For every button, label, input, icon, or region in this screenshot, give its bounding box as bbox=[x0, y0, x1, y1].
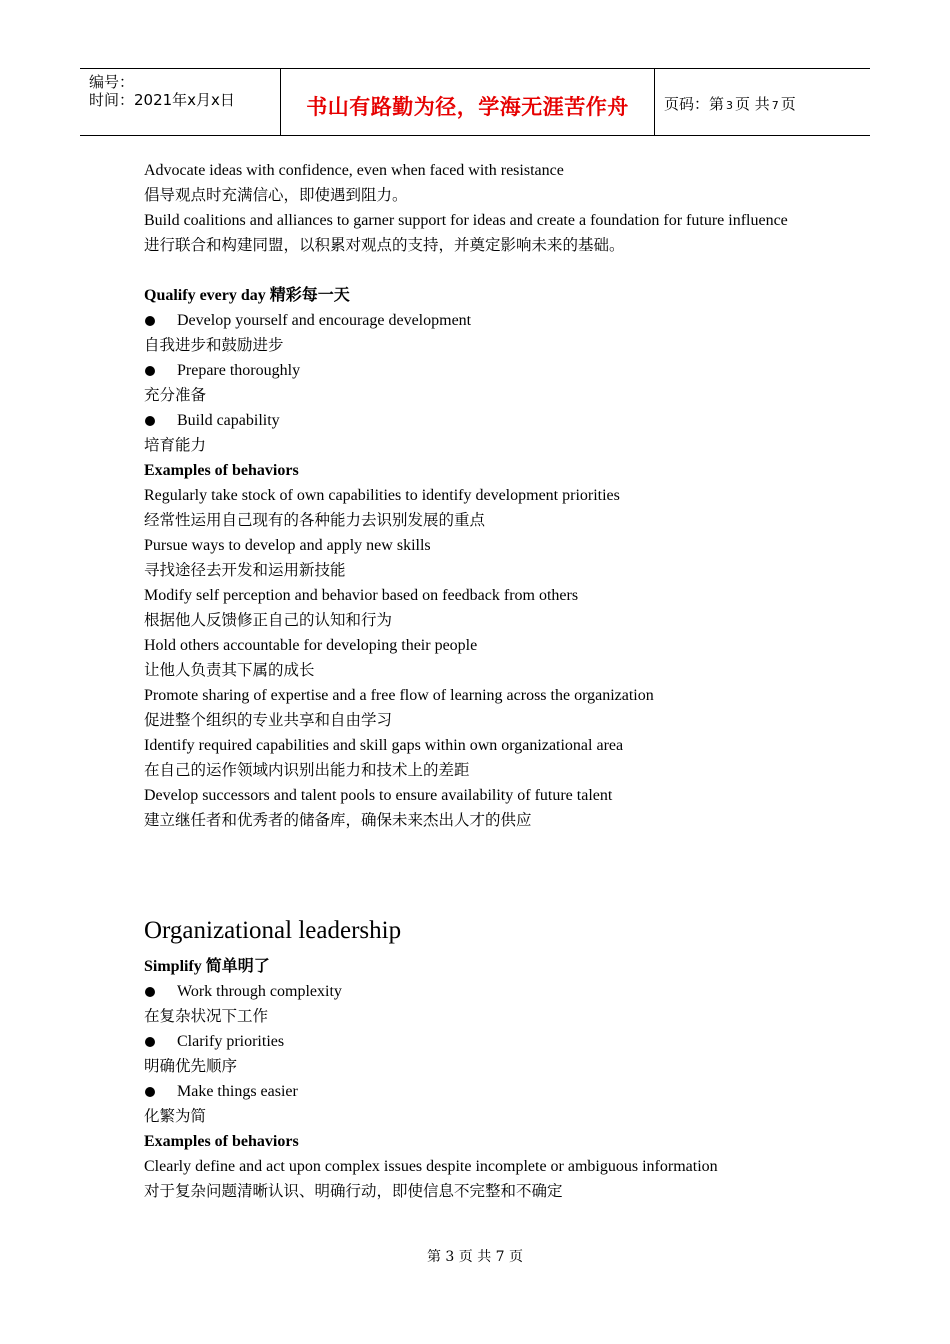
example-translation: 寻找途径去开发和运用新技能 bbox=[144, 561, 346, 579]
example-translation: 建立继任者和优秀者的储备库，确保未来杰出人才的供应 bbox=[144, 811, 532, 829]
bullet-text: Build capability bbox=[177, 412, 280, 429]
page-label-suffix: 页 bbox=[780, 95, 796, 113]
bullet-item bbox=[144, 358, 805, 383]
bullet-item bbox=[144, 308, 805, 333]
intro-line-2: 倡导观点时充满信心，即使遇到阻力。 bbox=[144, 186, 408, 204]
page-label-prefix: 页码：第 bbox=[664, 95, 725, 113]
bullet-text: Work through complexity bbox=[177, 983, 342, 1000]
examples-heading: Examples of behaviors bbox=[144, 462, 299, 479]
example-translation: 经常性运用自己现有的各种能力去识别发展的重点 bbox=[144, 511, 486, 529]
intro-line-3: Build coalitions and alliances to garner support for ideas and create a foundation for future influence bbox=[144, 212, 788, 229]
header-motto-cell bbox=[281, 69, 655, 135]
example-line: Identify required capabilities and skill gaps within own organizational area bbox=[144, 737, 624, 754]
bullet-item bbox=[144, 1029, 805, 1054]
bullet-text: Make things easier bbox=[177, 1083, 298, 1100]
qualify-heading: Qualify every day 精彩每一天 bbox=[144, 287, 350, 304]
bullet-translation: 培育能力 bbox=[144, 436, 207, 454]
bullet-dot-icon bbox=[145, 1037, 155, 1047]
bullet-dot-icon bbox=[145, 416, 155, 426]
example-line: Pursue ways to develop and apply new skills bbox=[144, 537, 431, 554]
header-page-indicator bbox=[664, 93, 796, 114]
blank-line bbox=[144, 258, 805, 283]
bullet-dot-icon bbox=[145, 1087, 155, 1097]
page-footer: 第 3 页 共 7 页 bbox=[426, 1249, 524, 1265]
section-title: Organizational leadership bbox=[144, 917, 402, 944]
example-translation: 促进整个组织的专业共享和自由学习 bbox=[144, 711, 393, 729]
page-label-mid: 页 共 bbox=[735, 95, 770, 113]
motto-text: 书山有路勤为径，学海无涯苦作舟 bbox=[306, 95, 629, 119]
intro-line-4: 进行联合和构建同盟，以积累对观点的支持，并奠定影响未来的基础。 bbox=[144, 236, 625, 254]
number-label: 编号： bbox=[89, 73, 135, 91]
bullet-item bbox=[144, 979, 805, 1004]
intro-line-1: Advocate ideas with confidence, even when faced with resistance bbox=[144, 162, 564, 179]
example-line: Promote sharing of expertise and a free flow of learning across the organization bbox=[144, 687, 654, 704]
example-line: Modify self perception and behavior based on feedback from others bbox=[144, 587, 579, 604]
example-translation: 根据他人反馈修正自己的认知和行为 bbox=[144, 611, 393, 629]
example-line: Develop successors and talent pools to ensure availability of future talent bbox=[144, 787, 613, 804]
bullet-item bbox=[144, 408, 805, 433]
example-line: Clearly define and act upon complex issues despite incomplete or ambiguous information bbox=[144, 1158, 718, 1175]
example-translation: 对于复杂问题清晰认识、明确行动，即使信息不完整和不确定 bbox=[144, 1182, 563, 1200]
bullet-translation: 自我进步和鼓励进步 bbox=[144, 336, 284, 354]
bullet-text: Clarify priorities bbox=[177, 1033, 285, 1050]
time-label: 时间：2021年x月x日 bbox=[89, 91, 235, 109]
bullet-item bbox=[144, 1079, 805, 1104]
page-current: 3 bbox=[726, 99, 734, 112]
bullet-dot-icon bbox=[145, 316, 155, 326]
document-body bbox=[144, 158, 805, 1204]
bullet-translation: 明确优先顺序 bbox=[144, 1057, 238, 1075]
page-header bbox=[80, 68, 870, 136]
bullet-dot-icon bbox=[145, 366, 155, 376]
simplify-heading: Simplify 简单明了 bbox=[144, 958, 270, 975]
bullet-text: Develop yourself and encourage development bbox=[177, 312, 472, 329]
bullet-translation: 在复杂状况下工作 bbox=[144, 1007, 269, 1025]
header-meta-cell bbox=[80, 69, 281, 135]
example-translation: 让他人负责其下属的成长 bbox=[144, 661, 315, 679]
page-total: 7 bbox=[771, 99, 779, 112]
bullet-translation: 充分准备 bbox=[144, 386, 207, 404]
bullet-translation: 化繁为简 bbox=[144, 1107, 207, 1125]
examples-heading: Examples of behaviors bbox=[144, 1133, 299, 1150]
bullet-dot-icon bbox=[145, 987, 155, 997]
section-gap bbox=[144, 833, 805, 908]
example-translation: 在自己的运作领域内识别出能力和技术上的差距 bbox=[144, 761, 470, 779]
example-line: Hold others accountable for developing their people bbox=[144, 637, 478, 654]
bullet-text: Prepare thoroughly bbox=[177, 362, 301, 379]
example-line: Regularly take stock of own capabilities to identify development priorities bbox=[144, 487, 620, 504]
